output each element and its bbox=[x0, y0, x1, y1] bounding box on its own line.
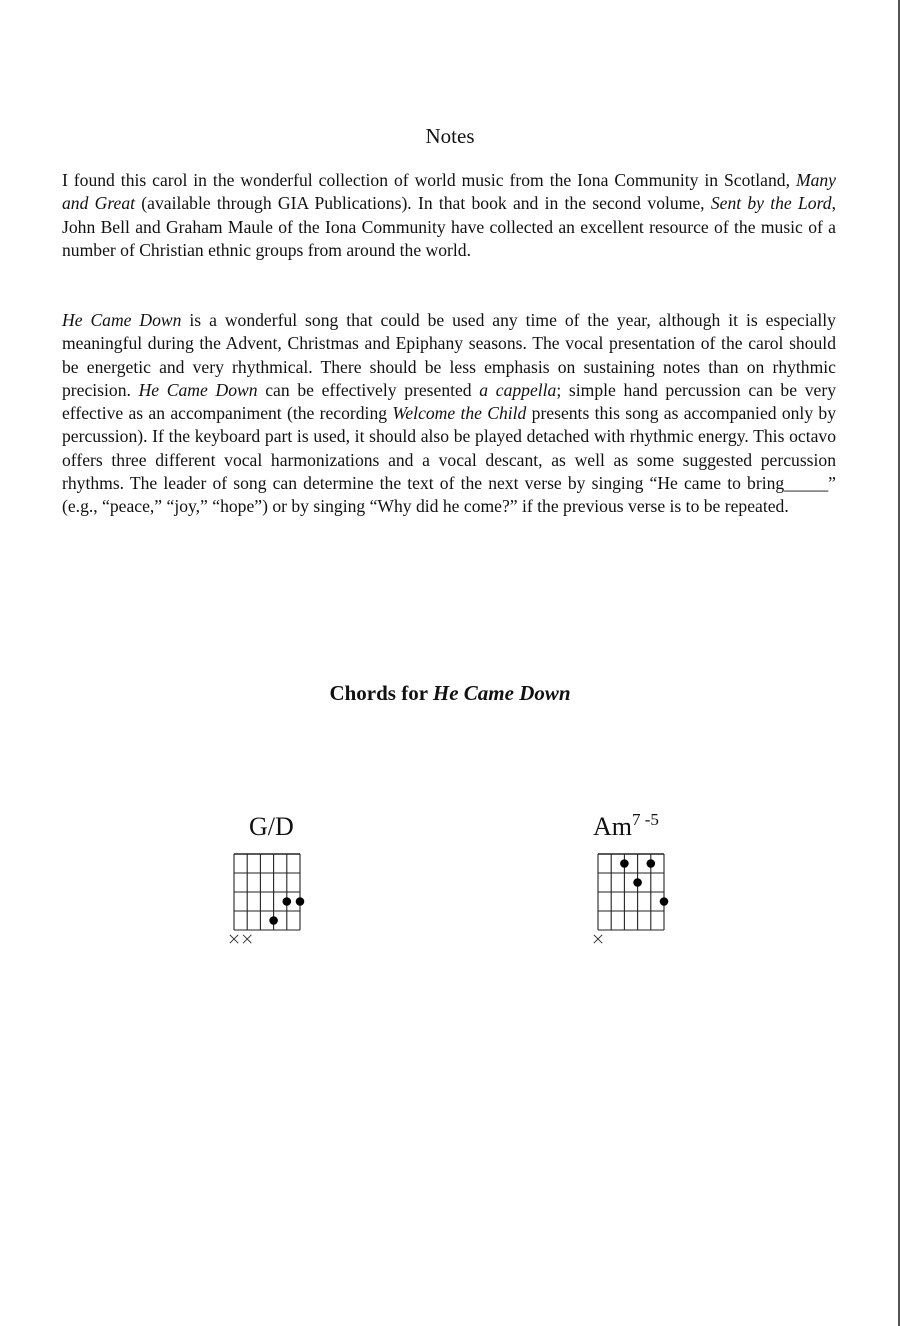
book-title-many-and-great: Many and Great bbox=[62, 170, 836, 214]
text: presents this song as accompanied only by percussion). If the keyboard part is used, it should also be played detached with rhythmic energy. This octavo offers three different vocal harmonizations and a vocal descant, as well as some suggested percussion rhythms. The leader of song can determine the text of the next verse by singing “He came to bring_____” (e.g., “peace,” “joy,” “hope”) or by singing “Why did he come?” if the previous verse is to be repeated. bbox=[62, 403, 836, 517]
finger-dot bbox=[660, 897, 669, 906]
text: can be effectively presented bbox=[257, 379, 480, 400]
notes-title: Notes bbox=[425, 124, 475, 148]
finger-dot bbox=[620, 859, 629, 868]
finger-dot bbox=[296, 897, 305, 906]
chords-title bbox=[0, 681, 900, 706]
text: is a wonderful song that could be used any time of the year, although it is especially meaningful during the Advent, Christmas and Epiphany seasons. The vocal presentation of the carol should be energetic and very rhythmical. There should be less emphasis on sustaining notes than on rhythmic precision. bbox=[62, 310, 836, 400]
chords-title-song: He Came Down bbox=[432, 681, 571, 705]
notes-paragraph-2 bbox=[62, 309, 836, 519]
notes-paragraph-1 bbox=[62, 169, 836, 262]
book-title-sent-by-the-lord: Sent by the Lord bbox=[710, 193, 832, 214]
finger-dot bbox=[647, 859, 656, 868]
song-title: He Came Down bbox=[138, 379, 258, 400]
finger-dot bbox=[269, 916, 278, 925]
recording-title: Welcome the Child bbox=[392, 403, 527, 424]
fretboard-grid bbox=[230, 810, 320, 950]
fretboard-grid bbox=[593, 810, 683, 950]
chord-name-root: G/D bbox=[249, 812, 294, 841]
finger-dot bbox=[283, 897, 292, 906]
text: (available through GIA Publications). In that book and in the second volume, bbox=[135, 193, 711, 214]
song-title: He Came Down bbox=[62, 310, 182, 330]
finger-dot bbox=[633, 878, 642, 887]
text: , John Bell and Graham Maule of the Iona Community have collected an excellent resource of the music of a number of Christian ethnic groups from around the world. bbox=[62, 193, 836, 260]
chords-title-prefix: Chords for bbox=[329, 681, 433, 705]
term-a-cappella: a cappella bbox=[479, 379, 557, 400]
text: ; simple hand percussion can be very effective as an accompaniment (the recording bbox=[62, 379, 836, 424]
chord-name-root: Am bbox=[593, 812, 632, 841]
chord-name-suffix: 7 -5 bbox=[632, 810, 659, 829]
text: I found this carol in the wonderful collection of world music from the Iona Community in Scotland, bbox=[62, 170, 796, 190]
